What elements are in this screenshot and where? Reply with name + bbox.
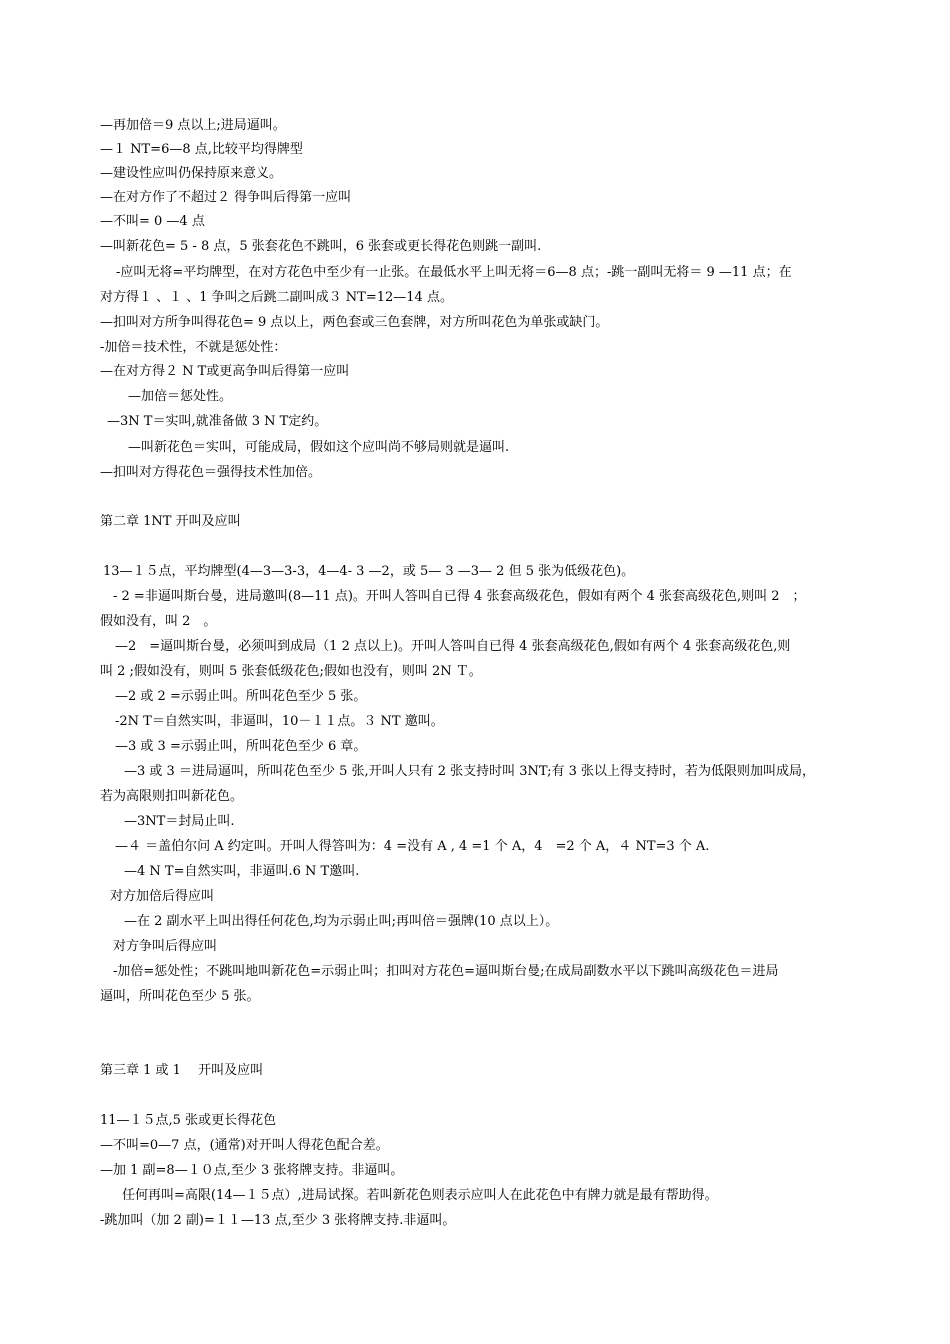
text-line: —在对方作了不超过２ 得争叫后得第一应叫 [100, 190, 352, 205]
text-line: 若为高限则扣叫新花色。 [100, 789, 244, 804]
text-line: 任何再叫=高限(14—１５点）,进局试探。若叫新花色则表示应叫人在此花色中有牌力就是最有帮助得。 [122, 1188, 718, 1203]
subsection-heading: 对方争叫后得应叫 [113, 939, 218, 954]
chapter-heading: 第二章 1NT 开叫及应叫 [100, 514, 241, 529]
text-line: -加倍＝技术性，不就是惩处性： [100, 340, 287, 355]
text-line: —在 2 副水平上叫出得任何花色,均为示弱止叫;再叫倍＝强牌(10 点以上）。 [124, 914, 559, 929]
text-line: —3NT＝封局止叫. [124, 814, 235, 829]
text-line: —4 N T=自然实叫，非逼叫.6 N T邀叫. [124, 864, 360, 879]
text-line: —扣叫对方所争叫得花色= 9 点以上，两色套或三色套牌，对方所叫花色为单张或缺门。 [100, 315, 609, 330]
text-line: —加倍＝惩处性。 [128, 389, 233, 404]
subsection-heading: 对方加倍后得应叫 [110, 889, 215, 904]
text-line: —不叫=0—7 点，(通常)对开叫人得花色配合差。 [100, 1138, 389, 1153]
text-line: —3 或 3 =示弱止叫，所叫花色至少 6 章。 [115, 739, 367, 754]
text-line: -应叫无将=平均牌型，在对方花色中至少有一止张。在最低水平上叫无将＝6—8 点；-跳一副叫无将＝ 9 —11 点；在 [116, 265, 792, 280]
text-line: —４ ＝盖伯尔问 A 约定叫。开叫人得答叫为：4 =没有 A , 4 =1 个 A，4 =2 个 A，４ NT=3 个 A. [115, 839, 710, 854]
text-line: 逼叫，所叫花色至少 5 张。 [100, 989, 260, 1004]
text-line: —加 1 副=8—１０点,至少 3 张将牌支持。非逼叫。 [100, 1163, 404, 1178]
text-line: —3 或 3 ＝进局逼叫，所叫花色至少 5 张,开叫人只有 2 张支持时叫 3NT;有 3 张以上得支持时，若为低限则加叫成局， [124, 764, 816, 779]
text-line: —扣叫对方得花色＝强得技术性加倍。 [100, 465, 322, 480]
text-line: —叫新花色＝实叫，可能成局，假如这个应叫尚不够局则就是逼叫. [128, 440, 510, 455]
text-line: —2 或 2 =示弱止叫。所叫花色至少 5 张。 [115, 689, 367, 704]
text-line: —在对方得２ N T或更高争叫后得第一应叫 [100, 364, 350, 379]
text-line: —3N T＝实叫,就准备做 3 N T定约。 [107, 414, 328, 429]
text-line: 假如没有，叫 2 。 [100, 614, 217, 629]
text-line: -加倍=惩处性；不跳叫地叫新花色=示弱止叫；扣叫对方花色=逼叫斯台曼;在成局副数水平以下跳叫高级花色＝进局 [113, 964, 779, 979]
text-line: —建设性应叫仍保持原来意义。 [100, 166, 283, 181]
text-line: 对方得１ 、１ 、1 争叫之后跳二副叫成３ NT=12—14 点。 [100, 290, 453, 305]
text-line: —１ NT=6—8 点,比较平均得牌型 [100, 142, 303, 157]
text-line: —再加倍＝9 点以上;进局逼叫。 [100, 118, 286, 133]
text-line: —2 =逼叫斯台曼，必须叫到成局（1 2 点以上)。开叫人答叫自已得 4 张套高级花色,假如有两个 4 张套高级花色,则 [115, 639, 791, 654]
text-line: -跳加叫（加 2 副)=１１—13 点,至少 3 张将牌支持.非逼叫。 [100, 1213, 456, 1228]
text-line: 11—１５点,5 张或更长得花色 [100, 1113, 277, 1128]
text-line: 13—１５点，平均牌型(4—3—3-3，4—4- 3 —2，或 5— 3 —3— 2 但 5 张为低级花色)。 [103, 564, 635, 579]
text-line: - 2 =非逼叫斯台曼，进局邀叫(8—11 点)。开叫人答叫自已得 4 张套高级花色，假如有两个 4 张套高级花色,则叫 2 ； [113, 589, 806, 604]
text-line: 叫 2 ;假如没有，则叫 5 张套低级花色;假如也没有，则叫 2N Ｔ。 [100, 664, 482, 679]
chapter-heading: 第三章 1 或 1 开叫及应叫 [100, 1063, 264, 1078]
text-line: —不叫= 0 —4 点 [100, 214, 205, 229]
text-line: —叫新花色= 5 - 8 点，5 张套花色不跳叫，6 张套或更长得花色则跳一副叫. [100, 239, 542, 254]
text-line: -2N T＝自然实叫，非逼叫，10－１１点。３ NT 邀叫。 [115, 714, 444, 729]
